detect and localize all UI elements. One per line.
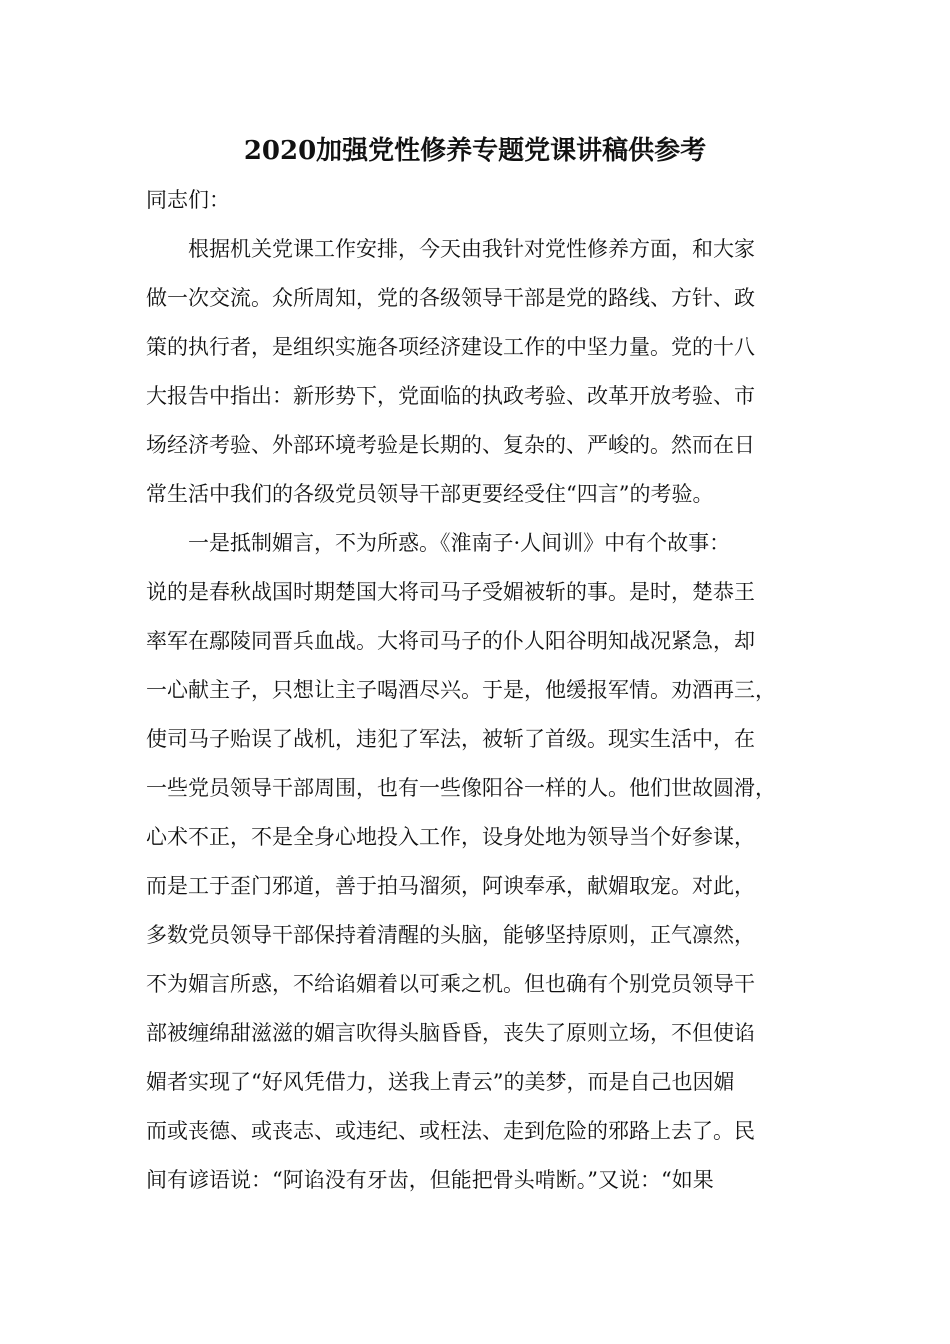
body-text-line: 率军在鄢陵同晋兵血战。大将司马子的仆人阳谷明知战况紧急，却 xyxy=(146,629,755,653)
body-text-line: 而或丧德、或丧志、或违纪、或枉法、走到危险的邪路上去了。民 xyxy=(146,1119,755,1143)
body-text-line: 大报告中指出：新形势下，党面临的执政考验、改革开放考验、市 xyxy=(146,384,755,408)
body-text-line: 一些党员领导干部周围，也有一些像阳谷一样的人。他们世故圆滑， xyxy=(146,776,776,800)
body-text-line: 场经济考验、外部环境考验是长期的、复杂的、严峻的。然而在日 xyxy=(146,433,755,457)
body-text-line: 做一次交流。众所周知，党的各级领导干部是党的路线、方针、政 xyxy=(146,286,755,310)
body-text-line: 而是工于歪门邪道，善于拍马溜须，阿谀奉承，献媚取宠。对此， xyxy=(146,874,755,898)
body-text-line: 一是抵制媚言，不为所惑。《淮南子·人间训》中有个故事： xyxy=(146,531,731,555)
body-text-line: 不为媚言所惑，不给谄媚着以可乘之机。但也确有个别党员领导干 xyxy=(146,972,755,996)
body-text-line: 一心献主子，只想让主子喝酒尽兴。于是，他缓报军情。劝酒再三， xyxy=(146,678,776,702)
body-text-line: 策的执行者，是组织实施各项经济建设工作的中坚力量。党的十八 xyxy=(146,335,755,359)
body-text-line: 部被缠绵甜滋滋的媚言吹得头脑昏昏，丧失了原则立场，不但使谄 xyxy=(146,1021,755,1045)
body-text-line: 媚者实现了“好风凭借力，送我上青云”的美梦，而是自己也因媚 xyxy=(146,1070,735,1094)
body-text-line: 根据机关党课工作安排，今天由我针对党性修养方面，和大家 xyxy=(146,237,755,261)
body-text-line: 心术不正，不是全身心地投入工作，设身处地为领导当个好参谋， xyxy=(146,825,755,849)
document-title: 2020加强党性修养专题党课讲稿供参考 xyxy=(243,136,707,166)
body-text-line: 常生活中我们的各级党员领导干部更要经受住“四言”的考验。 xyxy=(146,482,714,506)
body-text-line: 使司马子贻误了战机，违犯了军法，被斩了首级。现实生活中，在 xyxy=(146,727,755,751)
salutation: 同志们： xyxy=(146,188,230,212)
body-text-line: 间有谚语说：“阿谄没有牙齿，但能把骨头啃断。”又说：“如果 xyxy=(146,1168,714,1192)
body-text-line: 多数党员领导干部保持着清醒的头脑，能够坚持原则，正气凛然， xyxy=(146,923,755,947)
body-text-line: 说的是春秋战国时期楚国大将司马子受媚被斩的事。是时，楚恭王 xyxy=(146,580,755,604)
